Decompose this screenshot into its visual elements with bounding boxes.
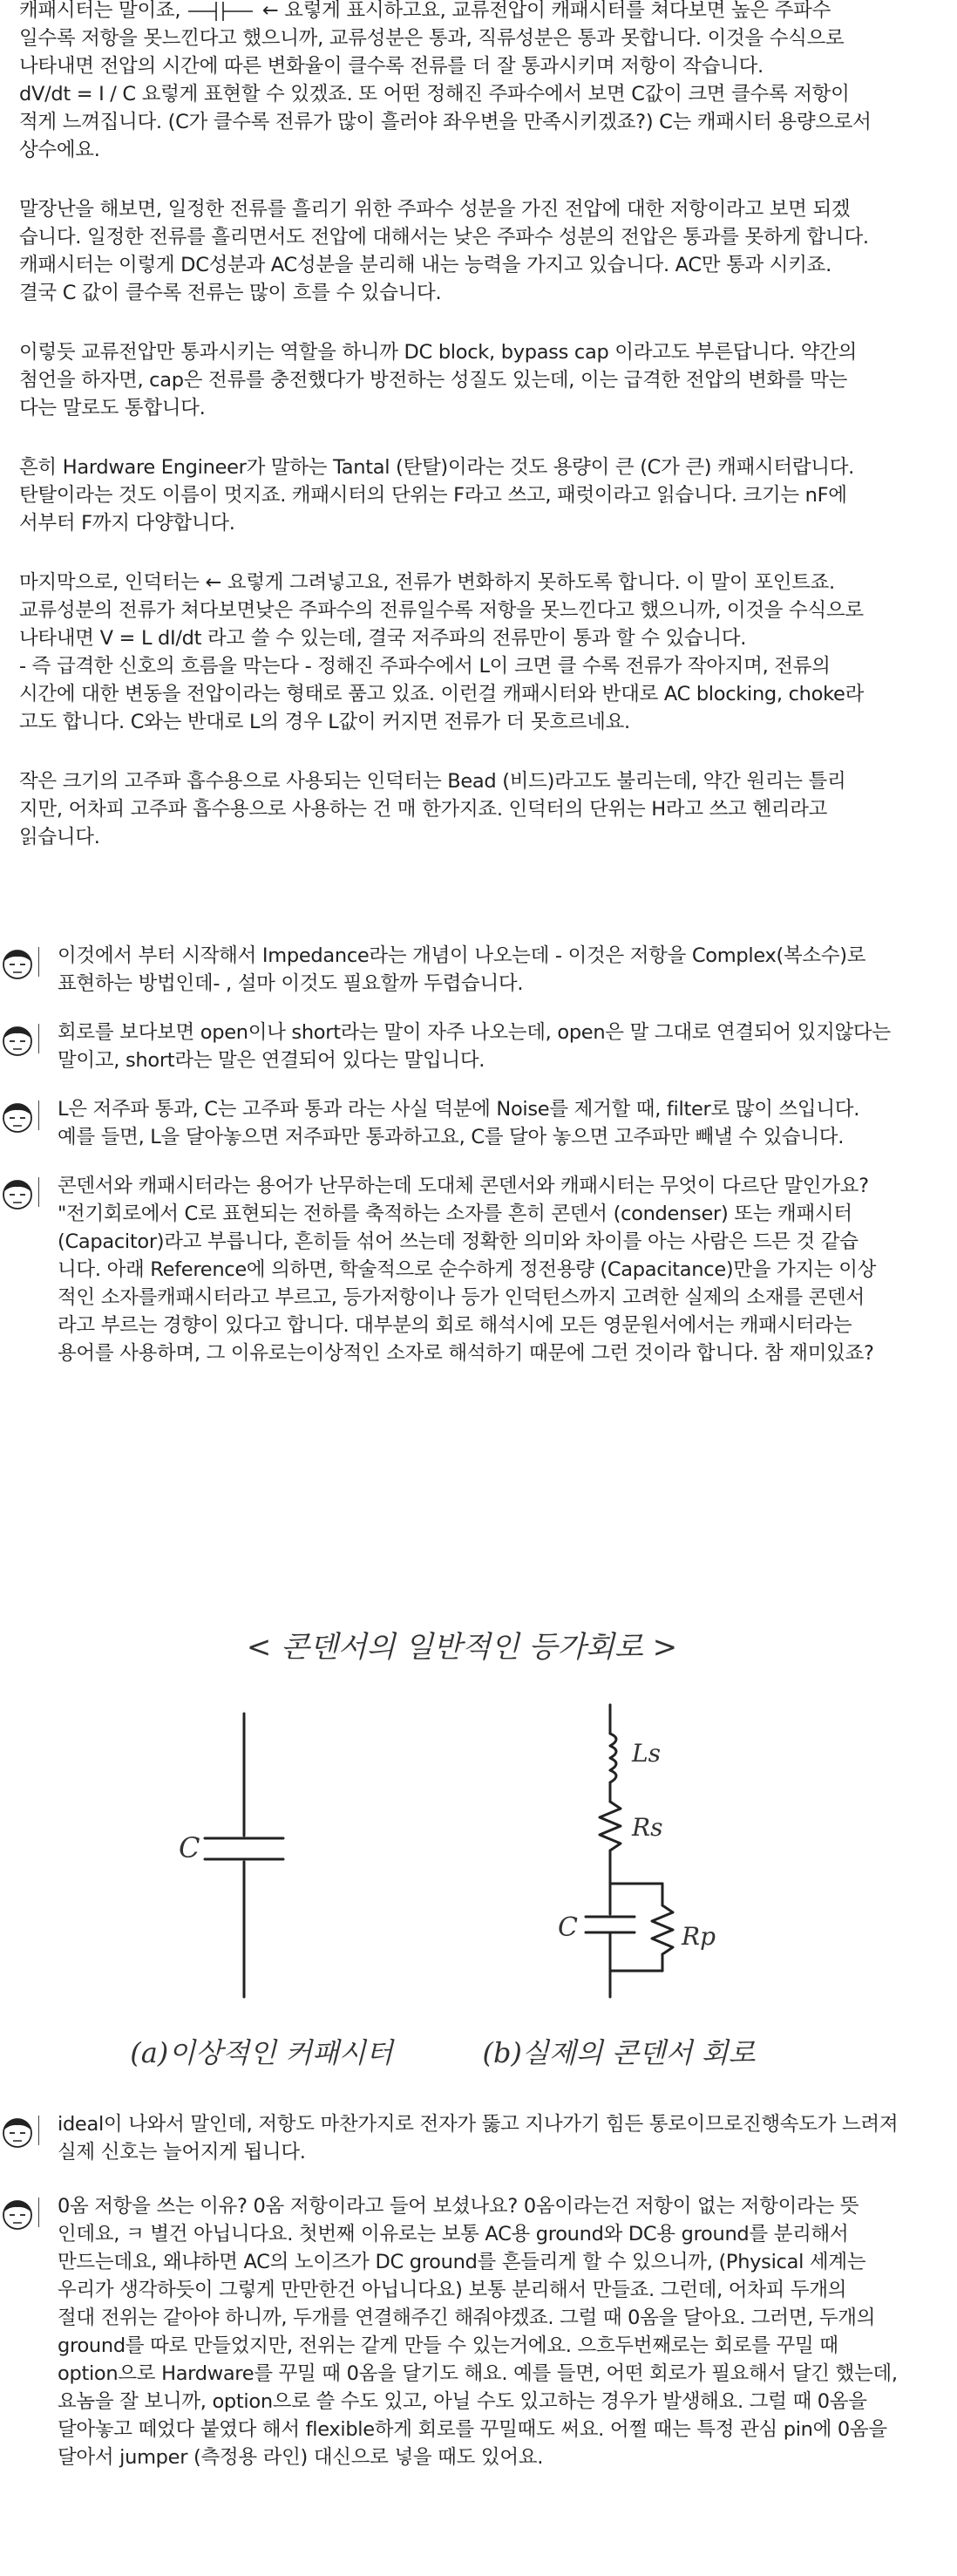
text-line: option으로 Hardware를 꾸밀 때 0옴을 달기도 해요. 예를 들면, 어떤 회로가 필요해서 달긴 했는데, <box>58 2362 898 2385</box>
text-line: 서부터 F까지 다양합니다. <box>19 512 235 535</box>
text-line: 지만, 어차피 고주파 흡수용으로 사용하는 건 매 한가지죠. 인덕터의 단위는 H라고 쓰고 헨리라고 <box>19 798 828 821</box>
text-line: 교류성분의 전류가 쳐다보면낮은 주파수의 전류일수록 저항을 못느낀다고 했으니까, 이것을 수식으로 <box>19 599 864 622</box>
text-line: 만드는데요, 왜냐하면 AC의 노이즈가 DC ground를 흔들리게 할 수 있으니까, (Physical 세계는 <box>58 2251 866 2273</box>
equivalent-circuit-diagram <box>70 1622 854 2110</box>
text-fragment: 캐패시터는 말이죠, <box>19 0 187 22</box>
capacitor-symbol-icon <box>187 0 256 23</box>
text-line: 0옴 저항을 쓰는 이유? 0옴 저항이라고 들어 보셨나요? 0옴이라는건 저항이 없는 저항이라는 뜻 <box>58 2195 859 2218</box>
note-ideal-resistor <box>19 2110 943 2166</box>
text-line: 말장난을 해보면, 일정한 전류를 흘리기 위한 주파수 성분을 가진 전압에 대한 저항이라고 보면 되겠 <box>19 198 851 221</box>
text-line: "전기회로에서 C로 표현되는 전하를 축적하는 소자를 흔히 콘덴서 (condenser) 또는 캐패시터 <box>58 1203 852 1225</box>
vertical-bar <box>38 2198 39 2227</box>
document-body <box>19 0 943 1388</box>
text-line: 일수록 저항을 못느낀다고 했으니까, 교류성분은 통과, 직류성분은 통과 못합니다. 이것을 수식으로 <box>19 27 845 50</box>
paragraph-inductor <box>19 569 943 736</box>
text-line: ideal이 나와서 말인데, 저항도 마찬가지로 전자가 뚫고 지나가기 힘든 통로이므로진행속도가 느려져 <box>58 2113 899 2136</box>
text-line: 이렇듯 교류전압만 통과시키는 역할을 하니까 DC block, bypass cap 이라고도 부른답니다. 약간의 <box>19 341 858 364</box>
cartoon-face-icon <box>0 1024 35 1059</box>
text-line: 이것에서 부터 시작해서 Impedance라는 개념이 나오는데 - 이것은 저항을 Complex(복소수)로 <box>58 944 866 967</box>
paragraph-dc-block <box>19 338 943 422</box>
text-line: L은 저주파 통과, C는 고주파 통과 라는 사실 덕분에 Noise를 제거할 때, filter로 많이 쓰입니다. <box>58 1098 860 1121</box>
text-line: 캐패시터는 이렇게 DC성분과 AC성분을 분리해 내는 능력을 가지고 있습니다. AC만 통과 시키죠. <box>19 254 831 276</box>
text-line: 나타내면 전압의 시간에 따른 변화율이 클수록 전류를 더 잘 통과시키며 저항이 작습니다. <box>19 55 764 78</box>
cartoon-face-icon <box>0 947 35 982</box>
text-line: 예를 들면, L을 달아놓으면 저주파만 통과하고요, C를 달아 놓으면 고주파만 빼낼 수 있습니다. <box>58 1126 845 1148</box>
text-line: 우리가 생각하듯이 그렇게 만만한건 아닙니다요) 보통 분리해서 만들죠. 그런데, 어차피 두개의 <box>58 2279 847 2301</box>
label-ls: Ls <box>632 1739 661 1768</box>
label-rs: Rs <box>632 1813 663 1842</box>
text-line: dV/dt = I / C 요렇게 표현할 수 있겠죠. 또 어떤 정해진 주파수에서 보면 C값이 크면 클수록 저항이 <box>19 83 850 106</box>
note-filter <box>19 1095 943 1151</box>
vertical-bar <box>38 2116 39 2145</box>
caption-ideal-capacitor: (a)이상적인 커패시터 <box>130 2036 393 2069</box>
text-line: (Capacitor)라고 부릅니다, 흔히들 섞어 쓰는데 정확한 의미와 차이를 아는 사람은 드믄 것 같습 <box>58 1230 859 1253</box>
text-line: 흔히 Hardware Engineer가 말하는 Tantal (탄탈)이라는 것도 용량이 큰 (C가 큰) 캐패시터랍니다. <box>19 456 855 479</box>
text-line: 탄탈이라는 것도 이름이 멋지죠. 캐패시터의 단위는 F라고 쓰고, 패럿이라고 읽습니다. 크기는 nF에 <box>19 484 847 507</box>
text-line: 시간에 대한 변동을 전압이라는 형태로 품고 있죠. 이런걸 캐패시터와 반대로 AC blocking, choke라 <box>19 683 865 705</box>
text-line: 읽습니다. <box>19 826 100 848</box>
text-line: 작은 크기의 고주파 흡수용으로 사용되는 인덕터는 Bead (비드)라고도 불리는데, 약간 원리는 틀리 <box>19 770 846 793</box>
text-line: 적인 소자를캐패시터라고 부르고, 등가저항이나 등가 인덕턴스까지 고려한 실제의 소재를 콘덴서 <box>58 1286 865 1309</box>
text-line: 나타내면 V = L dI/dt 라고 쓸 수 있는데, 결국 저주파의 전류만이 통과 할 수 있습니다. <box>19 627 747 650</box>
label-rp: Rp <box>682 1922 716 1951</box>
diagram-title: < 콘덴서의 일반적인 등가회로 > <box>246 1630 678 1665</box>
text-line: 용어를 사용하며, 그 이유로는이상적인 소자로 해석하기 때문에 그런 것이라 합니다. 참 재미있죠? <box>58 1342 874 1365</box>
vertical-bar <box>38 1101 39 1130</box>
vertical-bar <box>38 947 39 977</box>
document-body-lower <box>19 2110 943 2492</box>
text-line: 실제 신호는 늘어지게 됩니다. <box>58 2141 306 2164</box>
cartoon-face-icon <box>0 1177 35 1212</box>
note-zero-ohm <box>19 2192 943 2471</box>
text-line: - 즉 급격한 신호의 흐름을 막는다 - 정해진 주파수에서 L이 크면 클 수록 전류가 작아지며, 전류의 <box>19 655 831 678</box>
cartoon-face-icon <box>0 2116 35 2150</box>
cartoon-face-icon <box>0 2198 35 2232</box>
note-condenser-vs-capacitor <box>19 1172 943 1367</box>
vertical-bar <box>38 1024 39 1053</box>
paragraph-frequency <box>19 195 943 307</box>
text-fragment: ← 요렇게 표시하고요, 교류전압이 캐패시터를 쳐다보면 높은 주파수 <box>261 0 831 22</box>
vertical-bar <box>38 1177 39 1207</box>
text-line: 인데요, ㅋ 별건 아닙니다요. 첫번째 이유로는 보통 AC용 ground와 DC용 ground를 분리해서 <box>58 2223 849 2245</box>
text-line: 회로를 보다보면 open이나 short라는 말이 자주 나오는데, open은 말 그대로 연결되어 있지않다는 <box>58 1021 891 1044</box>
text-line: 달아놓고 떼었다 붙였다 해서 flexible하게 회로를 꾸밀때도 써요. 어쩔 때는 특정 관심 pin에 0옴을 <box>58 2418 887 2441</box>
text-line: 니다. 아래 Reference에 의하면, 학술적으로 순수하게 정전용량 (Capacitance)만을 가지는 이상 <box>58 1258 877 1281</box>
text-line: 마지막으로, 인덕터는 ← 요렇게 그려넣고요, 전류가 변화하지 못하도록 합니다. 이 말이 포인트죠. <box>19 571 835 594</box>
label-c-real: C <box>558 1912 578 1943</box>
caption-real-condenser: (b)실제의 콘덴서 회로 <box>482 2036 756 2069</box>
text-line: 표현하는 방법인데- , 설마 이것도 필요할까 두렵습니다. <box>58 972 524 995</box>
text-line: 다는 말로도 통합니다. <box>19 397 206 419</box>
text-line: ground를 따로 만들었지만, 전위는 같게 만들 수 있는거에요. 으흐두번째로는 회로를 꾸밀 때 <box>58 2334 838 2357</box>
text-line: 말이고, short라는 말은 연결되어 있다는 말입니다. <box>58 1049 485 1072</box>
cartoon-face-icon <box>0 1101 35 1135</box>
text-line: 라고 부르는 경향이 있다고 합니다. 대부분의 회로 해석시에 모든 영문원서에서는 캐패시터라는 <box>58 1314 852 1337</box>
note-open-short <box>19 1019 943 1074</box>
label-c-ideal: C <box>179 1831 200 1864</box>
text-line: 상수에요. <box>19 139 100 161</box>
text-line: 결국 C 값이 클수록 전류는 많이 흐를 수 있습니다. <box>19 282 442 304</box>
note-impedance <box>19 942 943 998</box>
paragraph-bead <box>19 767 943 851</box>
text-line: 절대 전위는 같아야 하니까, 두개를 연결해주긴 해줘야겠죠. 그럴 때 0옴을 달아요. 그러면, 두개의 <box>58 2307 876 2329</box>
paragraph-capacitor-intro <box>19 0 943 164</box>
paragraph-tantal <box>19 453 943 537</box>
text-line: 습니다. 일정한 전류를 흘리면서도 전압에 대해서는 낮은 주파수 성분의 전압은 통과를 못하게 합니다. <box>19 226 869 249</box>
text-line: 콘덴서와 캐패시터라는 용어가 난무하는데 도대체 콘덴서와 캐패시터는 무엇이 다르단 말인가요? <box>58 1175 869 1197</box>
text-line: 고도 합니다. C와는 반대로 L의 경우 L값이 커지면 전류가 더 못흐르네요. <box>19 711 630 733</box>
text-line: 첨언을 하자면, cap은 전류를 충전했다가 방전하는 성질도 있는데, 이는 급격한 전압의 변화를 막는 <box>19 369 848 392</box>
ideal-capacitor-symbol <box>205 1714 283 1997</box>
text-line: 적게 느껴집니다. (C가 클수록 전류가 많이 흘러야 좌우변을 만족시키겠죠?) C는 캐패시터 용량으로서 <box>19 111 872 133</box>
text-line: 달아서 jumper (측정용 라인) 대신으로 넣을 때도 있어요. <box>58 2446 544 2469</box>
text-line: 요놈을 잘 보니까, option으로 쓸 수도 있고, 아닐 수도 있고하는 경우가 발생해요. 그럴 때 0옴을 <box>58 2390 867 2413</box>
